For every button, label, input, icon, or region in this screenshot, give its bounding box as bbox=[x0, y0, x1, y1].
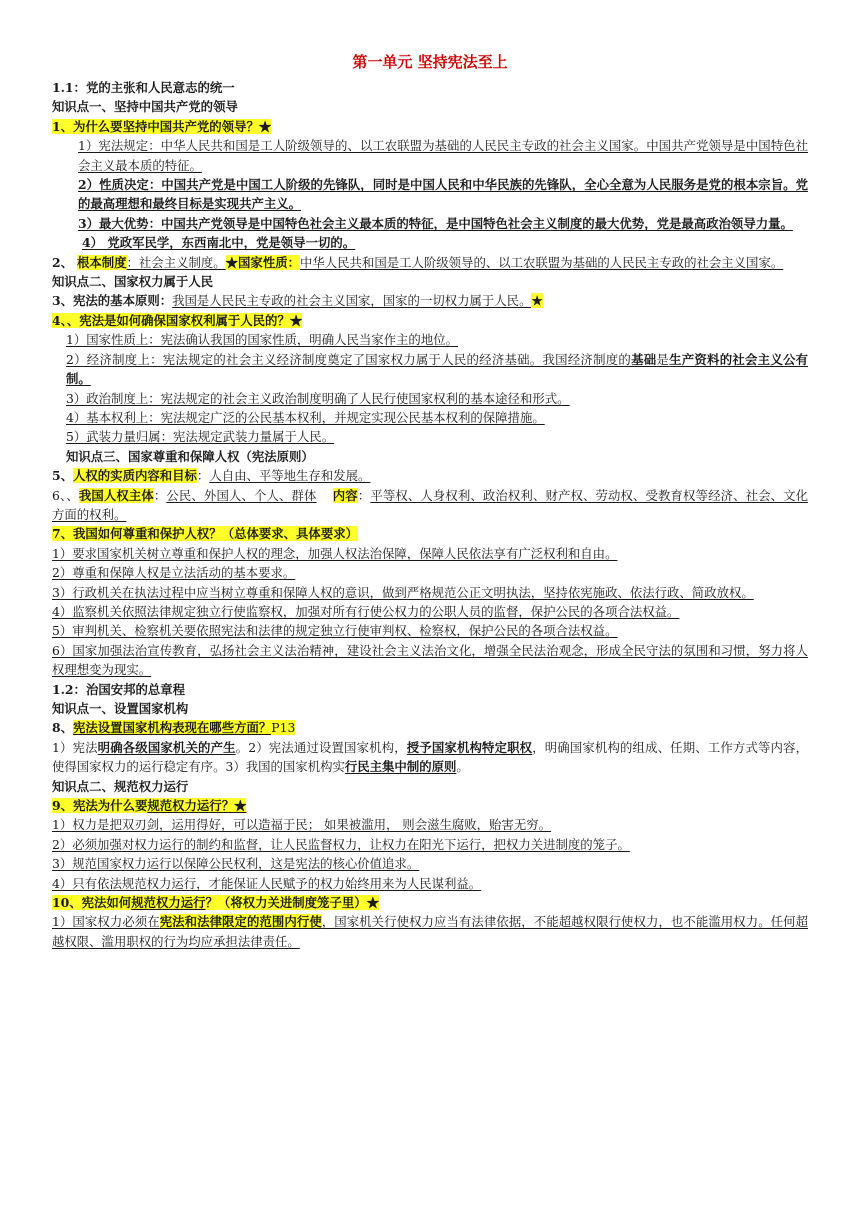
question-heading: 10、宪法如何规范权力运行？（将权力关进制度笼子里）★ bbox=[52, 895, 380, 911]
answer-item: 1）权力是把双刃剑，运用得好，可以造福于民； 如果被滥用， 则会滋生腐败，贻害无穷。 bbox=[52, 817, 551, 833]
question-item: 2、 根本制度：社会主义制度。★国家性质：中华人民共和国是工人阶级领导的、以工农联盟为基础的人民民主专政的社会主义国家。 bbox=[52, 254, 784, 270]
answer-item: 6）国家加强法治宣传教育，弘扬社会主义法治精神，建设社会主义法治文化，增强全民法治观念，形成全民守法的氛围和习惯，努力将人权理想变为现实。 bbox=[52, 642, 808, 678]
answer-item: 4）只有依法规范权力运行，才能保证人民赋予的权力始终用来为人民谋利益。 bbox=[52, 875, 482, 891]
knowledge-point-heading: 知识点三、国家尊重和保障人权（宪法原则） bbox=[66, 448, 314, 464]
question-heading: 1、为什么要坚持中国共产党的领导？★ bbox=[52, 118, 272, 134]
question-heading: 4、、宪法是如何确保国家权利属于人民的？★ bbox=[52, 312, 303, 328]
document-page bbox=[52, 52, 808, 951]
knowledge-point-heading: 知识点二、规范权力运行 bbox=[52, 778, 189, 794]
knowledge-point-heading: 知识点一、设置国家机构 bbox=[52, 701, 189, 716]
answer-item: 4）监察机关依照法律规定独立行使监察权，加强对所有行使公权力的公职人员的监督，保护公民的各项合法权益。 bbox=[52, 603, 680, 619]
answer-item: 1）宪法规定：中华人民共和国是工人阶级领导的、以工农联盟为基础的人民民主专政的社会主义国家。中国共产党领导是中国特色社会主义最本质的特征。 bbox=[78, 138, 808, 173]
section-heading: 1.2：治国安邦的总章程 bbox=[52, 681, 186, 697]
answer-item: 3）政治制度上：宪法规定的社会主义政治制度明确了人民行使国家权利的基本途径和形式。 bbox=[66, 390, 570, 406]
answer-item: 3）规范国家权力运行以保障公民权利，这是宪法的核心价值追求。 bbox=[52, 856, 420, 872]
answer-item: 1）国家性质上：宪法确认我国的国家性质，明确人民当家作主的地位。 bbox=[66, 332, 458, 348]
answer-item: 4） 党政军民学，东西南北中，党是领导一切的。 bbox=[82, 235, 356, 251]
answer-item: 1）要求国家机关树立尊重和保护人权的理念，加强人权法治保障，保障人民依法享有广泛权利和自由。 bbox=[52, 545, 618, 561]
answer-item: 1）国家权力必须在宪法和法律限定的范围内行使，国家机关行使权力应当有法律依据，不能超越权限行使权力，也不能滥用权力。任何超越权限、滥用职权的行为均应承担法律责任。 bbox=[52, 914, 809, 949]
question-heading: 8、宪法设置国家机构表现在哪些方面？P13 bbox=[52, 720, 296, 736]
answer-item: 3）行政机关在执法过程中应当树立尊重和保障人权的意识，做到严格规范公正文明执法，坚持依宪施政、依法行政、简政放权。 bbox=[52, 584, 754, 600]
question-item: 6、、我国人权主体：公民、外国人、个人、群体 内容：平等权、人身权利、政治权利、财产权、劳动权、受教育权等经济、社会、文化方面的权利。 bbox=[52, 487, 809, 522]
question-item: 5、人权的实质内容和目标：人自由、平等地生存和发展。 bbox=[52, 468, 371, 484]
answer-item: 5）审判机关、检察机关要依照宪法和法律的规定独立行使审判权、检察权，保护公民的各项合法权益。 bbox=[52, 623, 618, 639]
question-heading: 9、宪法为什么要规范权力运行？★ bbox=[52, 798, 247, 814]
question-heading: 7、我国如何尊重和保护人权？（总体要求、具体要求） bbox=[52, 526, 358, 542]
answer-item: 2）性质决定：中国共产党是中国工人阶级的先锋队，同时是中国人民和中华民族的先锋队，全心全意为人民服务是党的根本宗旨。党的最高理想和最终目标是实现共产主义。 bbox=[78, 177, 808, 212]
knowledge-point-heading: 知识点二、国家权力属于人民 bbox=[52, 274, 214, 290]
page-title: 第一单元 坚持宪法至上 bbox=[352, 53, 508, 71]
answer-item: 5）武装力量归属：宪法规定武装力量属于人民。 bbox=[66, 429, 335, 445]
knowledge-point-heading: 知识点一、坚持中国共产党的领导 bbox=[52, 99, 238, 115]
answer-item: 1）宪法明确各级国家机关的产生。2）宪法通过设置国家机构，授予国家机构特定职权，明确国家机构的组成、任期、工作方式等内容，使得国家权力的运行稳定有序。3）我国的国家机构实行民主集中制的原则。 bbox=[52, 739, 809, 775]
answer-item: 2）经济制度上：宪法规定的社会主义经济制度奠定了国家权力属于人民的经济基础。我国经济制度的基础是生产资料的社会主义公有制。 bbox=[66, 351, 809, 387]
answer-item: 2）尊重和保障人权是立法活动的基本要求。 bbox=[52, 565, 296, 581]
answer-item: 2）必须加强对权力运行的制约和监督，让人民监督权力，让权力在阳光下运行，把权力关进制度的笼子。 bbox=[52, 836, 630, 852]
answer-item: 3）最大优势：中国共产党领导是中国特色社会主义最本质的特征，是中国特色社会主义制度的最大优势，党是最高政治领导力量。 bbox=[78, 215, 793, 231]
section-heading: 1.1：党的主张和人民意志的统一 bbox=[52, 80, 235, 95]
question-item: 3、宪法的基本原则：我国是人民民主专政的社会主义国家，国家的一切权力属于人民。★ bbox=[52, 293, 543, 309]
answer-item: 4）基本权利上：宪法规定广泛的公民基本权利，并规定实现公民基本权利的保障措施。 bbox=[66, 409, 545, 425]
